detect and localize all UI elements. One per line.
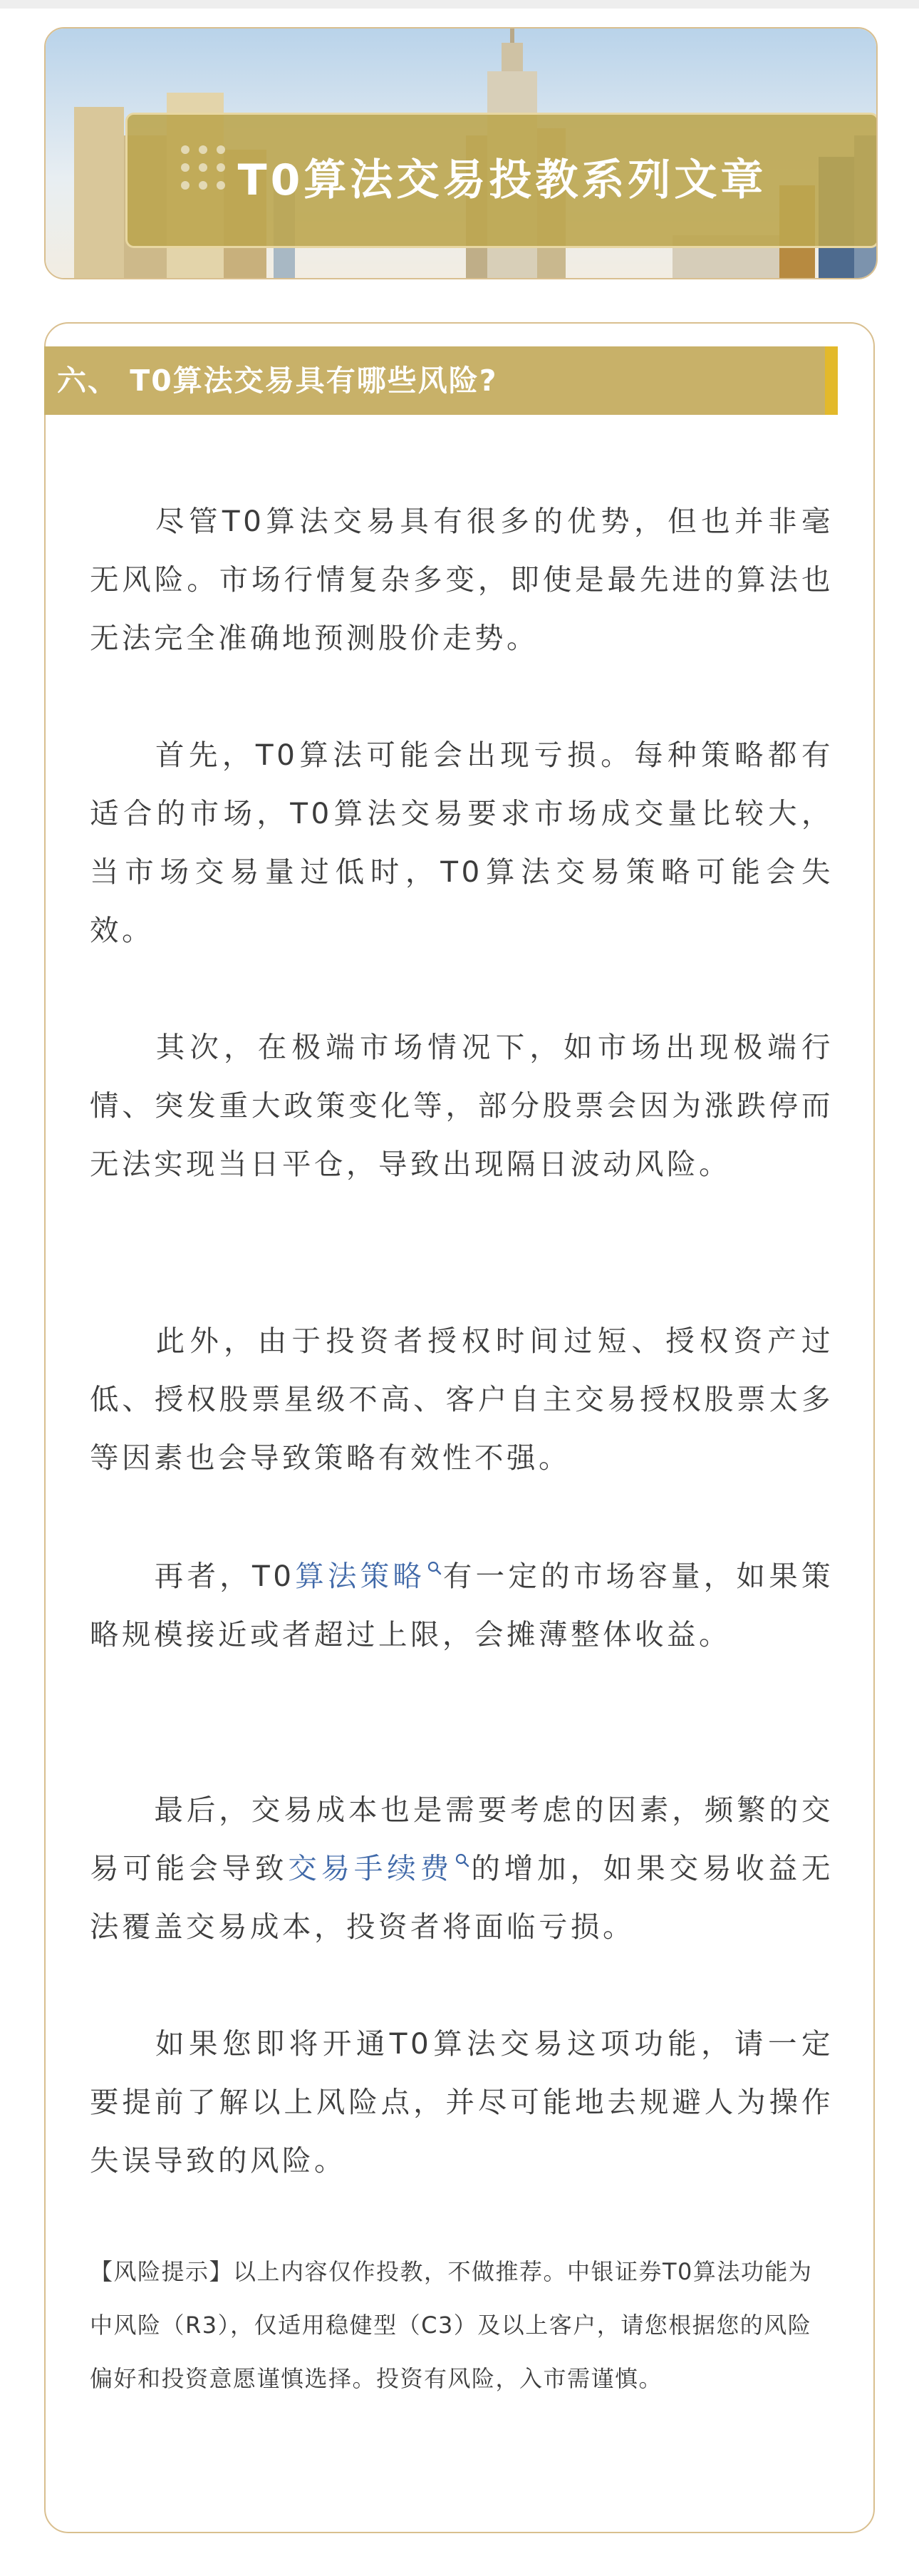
search-icon[interactable] — [427, 1560, 442, 1576]
paragraph-conclusion — [90, 2014, 834, 2190]
paragraph-text: 首先，T0算法可能会出现亏损。每种策略都有适合的市场，T0算法交易要求市场成交量比较大，当市场交易量过低时，T0算法交易策略可能会失效。 — [90, 738, 834, 947]
paragraph-text: 其次，在极端市场情况下，如市场出现极端行情、突发重大政策变化等，部分股票会因为涨跌停而无法实现当日平仓，导致出现隔日波动风险。 — [90, 1030, 834, 1181]
paragraph-text: 有一定的市场容量，如果策略规模接近或者超过上限，会摊薄整体收益。 — [90, 1559, 834, 1652]
link-transaction-fee[interactable]: 交易手续费 — [288, 1851, 454, 1885]
banner-title: T0算法交易投教系列文章 — [237, 155, 767, 205]
paragraph-cost-risk — [90, 1781, 834, 1956]
section-title: 六、 T0算法交易具有哪些风险? — [57, 364, 498, 398]
paragraph-intro — [90, 492, 834, 667]
paragraph-second-risk — [90, 1018, 834, 1193]
paragraph-first-risk — [90, 726, 834, 959]
paragraph-text: 的增加，如果交易收益无法覆盖交易成本，投资者将面临亏损。 — [90, 1851, 834, 1944]
paragraph-text: 再者，T0 — [154, 1559, 295, 1593]
paragraph-text: 尽管T0算法交易具有很多的优势，但也并非毫无风险。市场行情复杂多变，即使是最先进的算法也无法完全准确地预测股价走势。 — [90, 504, 834, 655]
paragraph-capacity-risk — [90, 1547, 834, 1664]
section-header-accent — [825, 346, 838, 415]
banner — [44, 27, 878, 279]
paragraph-text: 最后，交易成本也是需要考虑的因素，频繁的交易可能会导致 — [90, 1793, 834, 1885]
paragraph-text: 此外，由于投资者授权时间过短、授权资产过低、授权股票星级不高、客户自主交易授权股票太多等因素也会导致策略有效性不强。 — [90, 1324, 834, 1475]
link-algorithm-strategy[interactable]: 算法策略 — [294, 1559, 426, 1593]
search-icon[interactable] — [455, 1853, 470, 1868]
paragraph-text: 如果您即将开通T0算法交易这项功能，请一定要提前了解以上风险点，并尽可能地去规避人为操作失误导致的风险。 — [90, 2026, 834, 2178]
top-strip — [0, 0, 919, 9]
risk-disclaimer: 【风险提示】以上内容仅作投教，不做推荐。中银证券T0算法功能为中风险（R3），仅适用稳健型（C3）及以上客户，请您根据您的风险偏好和投资意愿谨慎选择。投资有风险，入市需谨慎。 — [90, 2258, 813, 2392]
paragraph-third-risk — [90, 1312, 834, 1487]
